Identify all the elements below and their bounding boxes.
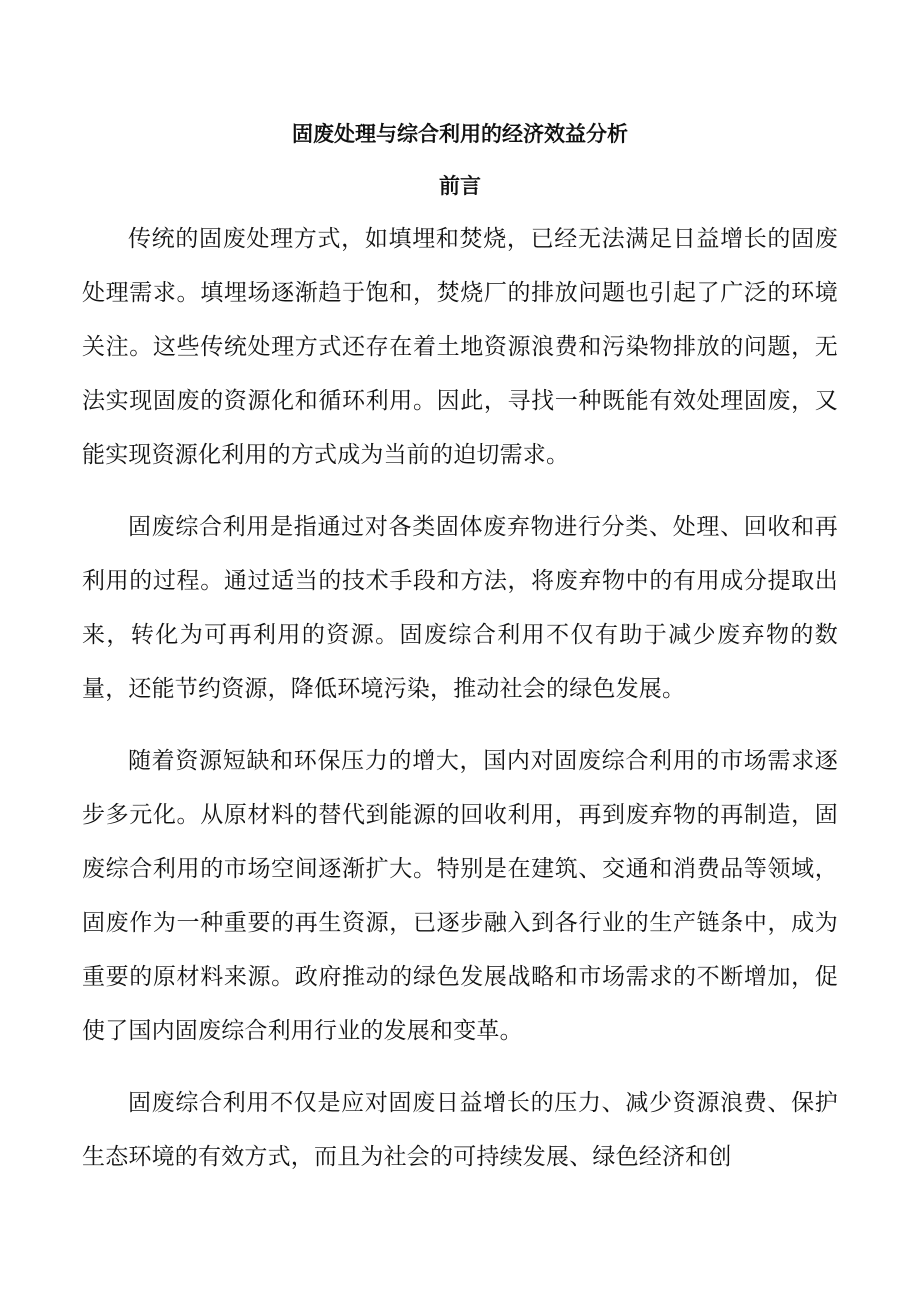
paragraph: 固废综合利用不仅是应对固废日益增长的压力、减少资源浪费、保护生态环境的有效方式，而且为社会的可持续发展、绿色经济和创 [82, 1090, 838, 1170]
paragraph: 传统的固废处理方式，如填埋和焚烧，已经无法满足日益增长的固废处理需求。填埋场逐渐趋于饱和，焚烧厂的排放问题也引起了广泛的环境关注。这些传统处理方式还存在着土地资源浪费和污染物排放的问题，无法实现固废的资源化和循环利用。因此，寻找一种既能有效处理固废，又能实现资源化利用的方式成为当前的迫切需求。 [82, 226, 838, 468]
document-title: 固废处理与综合利用的经济效益分析 [292, 121, 628, 146]
section-heading: 前言 [439, 173, 481, 198]
paragraph: 随着资源短缺和环保压力的增大，国内对固废综合利用的市场需求逐步多元化。从原材料的替代到能源的回收利用，再到废弃物的再制造，固废综合利用的市场空间逐渐扩大。特别是在建筑、交通和消费品等领域，固废作为一种重要的再生资源，已逐步融入到各行业的生产链条中，成为重要的原材料来源。政府推动的绿色发展战略和市场需求的不断增加，促使了国内固废综合利用行业的发展和变革。 [82, 748, 838, 1044]
document-body [82, 212, 838, 1202]
paragraph: 固废综合利用是指通过对各类固体废弃物进行分类、处理、回收和再利用的过程。通过适当的技术手段和方法，将废弃物中的有用成分提取出来，转化为可再利用的资源。固废综合利用不仅有助于减少废弃物的数量，还能节约资源，降低环境污染，推动社会的绿色发展。 [82, 514, 838, 702]
